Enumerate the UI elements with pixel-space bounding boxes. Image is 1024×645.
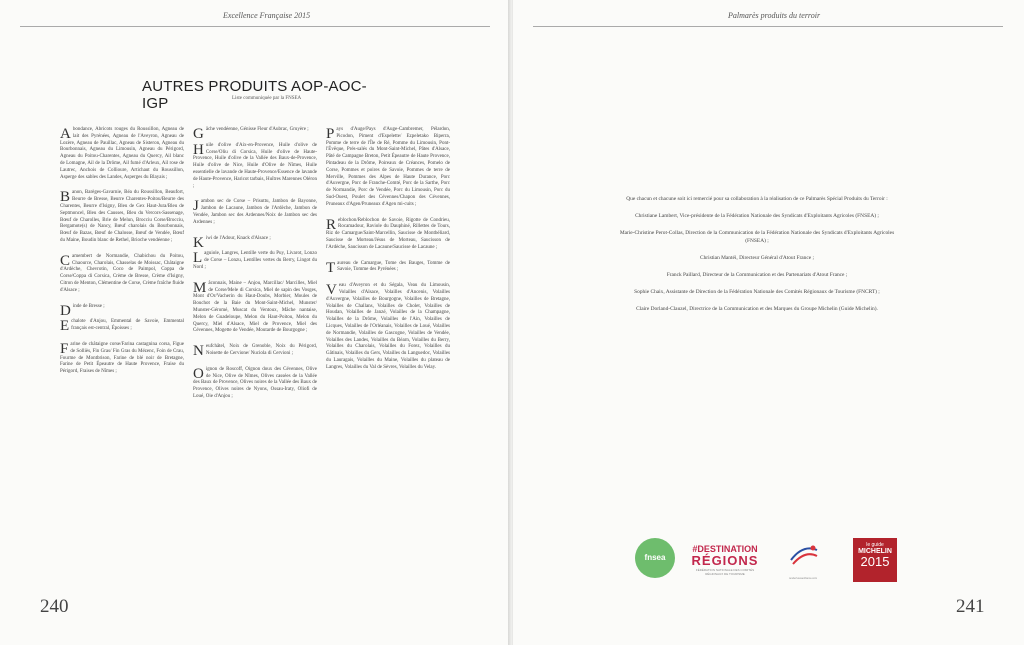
entry-text: inde de Bresse ; (72, 303, 105, 309)
entry-text: ays d'Auge/Pays d'Auge-Cambremer, Pélardon, Picodon, Piment d'Espelette/ Ezpeletako Biperra, Pomme de terre de l'Île de Ré, Pomme du Limousin, Pont-l'Évêque, Prés-salés du Mont-Saint-Michel, Pâtes d'Alsace, Pâté de Campagne Breton, Petit Épeautre de Haute Provence, Pintadeau de la Drôme, Poireaux de Créances, Pomelo de Corse, Pommes et poires de Savoie, Pommes de terre de Merville, Pommes des Alpes de Haute Durance, Porc d'Auvergne, Porc de Franche-Comté, Porc de la Sarthe, Porc de Normandie, Porc de Vendée, Porc du Limousin, Porc du Sud-Ouest, Poulet des Cévennes/Chapon des Cévennes, Pruneaux d'Agen/Pruneaux d'Agen mi-cuits ; (326, 127, 450, 207)
entry-text: anon, Barèges-Gavarnie, Béa du Roussillon, Beaufort, Beurre de Bresse, Beurre Charentes-Poitou/Beurre des Charentes, Beurre d'Isigny, Bleu de Gex Haut-Jura/Bleu de Septmoncel, Bleu des Causses, Bleu du Vercors-Sassenage, Bœuf de Charolles, Brie de Melun, Brocciu Corse/Brocciu, Bergamote(s) de Nancy, Bœuf charolais du Bourbonnais, Bœuf de Bazas, Bœuf de Chalosse, Bœuf de Vendée, Bœuf du Maine, Boudin blanc de Rethel, Brioche vendéenne ; (60, 190, 184, 243)
entry-text: âconnais, Maine – Anjou, Marcillac/ Marcilles, Miel de Corse/Mele di Corsica, Miel de sapin des Vosges, Mont d'Or/Vacherin du Haut-Doubs, Morbier, Moules de Bouchot de la Baie du Mont-Saint-Michel, Munster/ Munster-Géromé, Muscat du Ventoux, Mâche nantaise, Melon de Guadeloupe, Melon du Haut-Poitou, Melon du Quercy, Miel d'Alsace, Miel de Provence, Miel des Cévennes, Mogette de Vendée, Moutarde de Bourgogne ; (193, 280, 317, 334)
entry-text: iwi de l'Adour, Knack d'Alsace ; (205, 235, 271, 241)
entry-k (193, 234, 317, 251)
drop-cap: O (193, 365, 204, 382)
entry-o (193, 367, 317, 401)
drop-cap: G (193, 126, 204, 142)
entry-text: eblochon/Reblochon de Savoie, Rigotte de Condrieu, Rocamadour, Raviole du Dauphiné, Rillettes de Tours, Riz de Camargue/Saint-Marcellin, Saucisse de Montbéliard, Saucisse de Morteau/Jésus de Morteau, Saucisson de l'Ardèche, Saucisson de Lacaune/Saucisse de Lacaune ; (326, 217, 450, 250)
page-number-left: 240 (40, 596, 69, 617)
michelin-line3: 2015 (860, 554, 890, 569)
drop-cap: K (193, 234, 204, 251)
drop-cap: D (60, 302, 71, 319)
entry-text: bondance, Abricots rouges du Roussillon, Agneau de lait des Pyrénées, Agneau de l'Aveyron, Agneau de Lozère, Agneau de Pauillac, Agneau de Sisteron, Agneau du Bourbonnais, Agneau du Limousin, Agneau du Périgord, Agneau du Poitou-Charentes, Agneau du Quercy, Ail blanc de Lomagne, Ail de la Drôme, Ail fumé d'Arleux, Ail rose de Lautrec, Anchois de Collioure, Artichaut du Roussillon, Asperge des sables des Landes, Asperges du Blayais ; (60, 127, 184, 180)
france-star-icon (783, 538, 823, 578)
drop-cap: P (326, 126, 335, 142)
entry-l (193, 251, 317, 271)
entry-e (60, 319, 184, 333)
text-column-3 (326, 127, 450, 381)
fnsea-logo: fnsea (635, 538, 675, 578)
drop-cap: J (193, 198, 199, 215)
partner-logos (635, 538, 897, 582)
entry-text: aguiole, Langres, Lentille verte du Puy, Livarot, Lonzo de Corse – Lonzu, Lentilles vertes du Berry, Lingot du Nord ; (193, 251, 317, 270)
entry-h (193, 143, 317, 191)
ack-item: Christiane Lambert, Vice-présidente de la Fédération Nationale des Syndicats d'Exploitants Agricoles (FNSEA) ; (635, 213, 879, 220)
drop-cap: N (193, 343, 204, 360)
ack-item: Christian Mantéi, Directeur Général d'Atout France ; (700, 254, 814, 261)
destination-logo-line2: RÉGIONS (691, 553, 759, 568)
entry-a (60, 127, 184, 181)
entry-c (60, 254, 184, 295)
entry-v (326, 283, 450, 371)
ack-intro: Que chacun et chacune soit ici remercié pour sa collaboration à la réalisation de ce Palmarès Spécial Produits du Terroir : (626, 196, 888, 202)
france-logo-caption: rendezvousenfrance.com (788, 577, 818, 580)
entry-text: âche vendéenne, Génisse Fleur d'Aubrac, Gruyère ; (205, 127, 309, 132)
michelin-guide-logo (853, 538, 897, 582)
entry-t (326, 261, 450, 275)
drop-cap: R (326, 216, 337, 233)
entry-text: amembert de Normandie, Chabichou du Poitou, Chaource, Charolais, Chasselas de Moissac, Châtaigne d'Ardèche, Chevrotin, Coco de Paimpol, Coppa de Corse/Coppa di Corsica, Crème de Bresse, Crème d'Isigny, Citron de Menton, Clémentine de Corse, Crème fraîche fluide d'Alsace ; (60, 253, 184, 293)
destination-regions-logo (687, 538, 763, 578)
destination-logo-line3: FÉDÉRATION NATIONALE DES COMITÉS RÉGIONAUX DE TOURISME (695, 568, 755, 576)
entry-r (326, 218, 450, 252)
entry-g (193, 126, 317, 142)
destination-logo-line1: #DESTINATION (692, 544, 758, 554)
page-subtitle: Liste communiquée par la FNSEA (232, 96, 302, 101)
entry-n (193, 344, 317, 358)
michelin-line2: MICHELIN (858, 548, 892, 555)
michelin-line1: le guide (866, 542, 884, 548)
drop-cap: H (193, 141, 204, 158)
page-number-right: 241 (956, 596, 985, 617)
entry-text: eau d'Aveyron et du Ségala, Veau du Limousin, Volailles d'Alsace, Volailles d'Ancenis, Volailles d'Auvergne, Volailles de Bourgogne, Volailles de Bretagne, Volailles de Challans, Volailles de Cholet, Volailles de Houdan, Volailles de Janzé, Volailles de la Champagne, Volailles de la Drôme, Volailles de l'Ain, Volailles de Licques, Volailles de l'Orléanais, Volailles de Loué, Volailles de Normandie, Volailles de Gascogne, Volailles de Vendée, Volailles des Landes, Volailles du Béarn, Volailles du Berry, Volailles du Charolais, Volailles du Forez, Volailles du Gâtinais, Volailles du Gers, Volailles du Languedoc, Volailles du Lauragais, Volailles du Maine, Volailles du plateau de Langres, Volailles du Val de Sèvres, Volailles du Velay. (326, 283, 450, 370)
drop-cap: L (193, 250, 203, 267)
header-rule-left (20, 26, 490, 27)
drop-cap: C (60, 252, 71, 269)
entry-text: ambon sec de Corse – Prisuttu, Jambon de Bayonne, Jambon de Lacaune, Jambon de l'Ardèche, Jambon de Vendée, Jambon sec des Ardennes/Noix de Jambon sec des Ardennes ; (193, 199, 317, 225)
drop-cap: V (326, 282, 337, 299)
acknowledgements (613, 196, 901, 324)
entry-text: chalote d'Anjou, Emmental de Savoie, Emmental français est-central, Époisses ; (71, 319, 184, 332)
entry-text: uile d'olive d'Aix-en-Provence, Huile d'olive de Corse/Oliu di Corsica, Huile d'olive de Haute-Provence, Huile d'olive de la Vallée des Baux-de-Provence, Huile d'olive de Nice, Huile d'Olive de Nîmes, Huile essentielle de lavande de Haute-Provence/Essence de lavande de Haute-Provence, Haricot tarbais, Huîtres Marennes Oléron ; (193, 142, 317, 189)
drop-cap: A (60, 126, 71, 142)
page-title: AUTRES PRODUITS AOP-AOC-IGP (142, 78, 367, 112)
drop-cap: M (193, 279, 207, 296)
entry-text: ignon de Roscoff, Oignon doux des Cévennes, Olive de Nice, Olive de Nîmes, Olives cassées de la Vallée des Baux de Provence, Olives noires de la Vallée des Baux de Provence, Olives noires de Nyons, Ossau-Iraty, Oliofi de Loué, Oie d'Anjou ; (193, 366, 317, 399)
entry-j (193, 199, 317, 226)
entry-p (326, 127, 450, 209)
france-logo (783, 538, 823, 578)
text-column-2 (193, 127, 317, 410)
entry-d (60, 302, 184, 319)
text-column-1 (60, 127, 184, 385)
drop-cap: T (326, 259, 336, 276)
ack-item: Franck Paillard, Directeur de la Communication et des Partenariats d'Atout France ; (666, 272, 848, 279)
ack-item: Marie-Christine Perot-Collas, Direction de la Communication de la Fédération Nationale des Syndicats d'Exploitants Agricoles (FNSEA) ; (619, 230, 895, 244)
running-head-left: Excellence Française 2015 (223, 11, 311, 20)
drop-cap: F (60, 340, 69, 357)
drop-cap: E (60, 318, 70, 335)
entry-m (193, 281, 317, 335)
drop-cap: B (60, 189, 71, 206)
ack-item: Sophie Chaix, Assistante de Direction de la Fédération Nationale des Comités Régionaux de Tourisme (FNCRT) ; (634, 289, 880, 296)
entry-f (60, 342, 184, 376)
entry-text: arine de châtaigne corse/Farina castagnina corsa, Figue de Solliès, Fin Gras/ Fin Gras du Mézenc, Foin de Crau, Fourme de Montbrison, Farine de blé noir de Bretagne, Farine de Petit Épeautre de Haute Provence, Fraise du Périgord, Fraises de Nîmes ; (60, 341, 184, 375)
entry-text: aureau de Camargue, Tome des Bauges, Tomme de Savoie, Tomme des Pyrénées ; (337, 260, 450, 273)
left-page (0, 0, 510, 645)
running-head-right: Palmarès produits du terroir (728, 11, 821, 20)
ack-item: Claire Dorland-Clauzel, Directrice de la Communication et des Marques du Groupe Michelin (Guide Michelin). (636, 306, 878, 313)
entry-text: eufchâtel, Noix de Grenoble, Noix du Périgord, Noisette de Cervione/ Nuciola di Cervioni ; (205, 344, 317, 356)
header-rule-right (533, 26, 1003, 27)
entry-b (60, 190, 184, 244)
